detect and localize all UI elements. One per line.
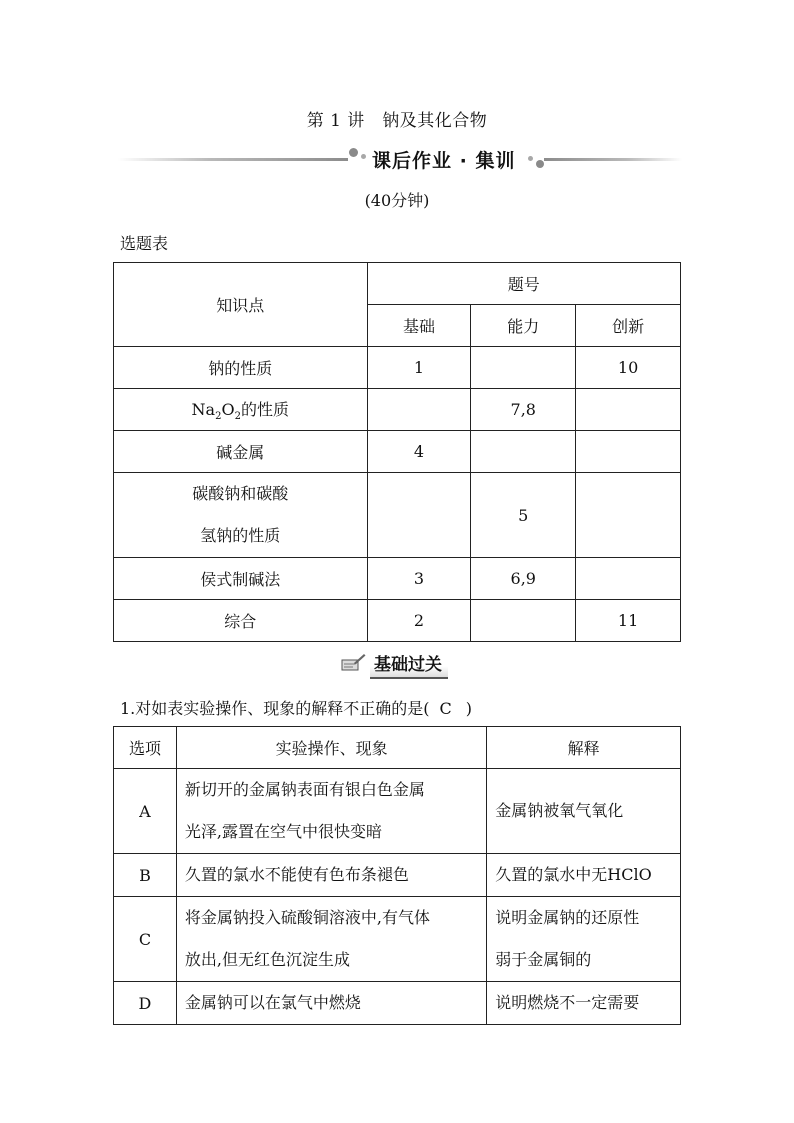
question-text: 1.对如表实验操作、现象的解释不正确的是( — [120, 699, 430, 718]
header-knowledge: 知识点 — [114, 263, 368, 347]
explanation-cell — [487, 897, 681, 982]
topic-line: 氢钠的性质 — [200, 526, 281, 545]
options-table — [113, 726, 681, 1025]
table-row — [114, 854, 681, 897]
topic-cell: 碱金属 — [114, 431, 368, 473]
header-option: 选项 — [114, 727, 177, 769]
table-caption: 选题表 — [120, 234, 169, 253]
explanation-line: 说明金属钠的还原性 — [495, 908, 640, 927]
banner-dot — [528, 156, 533, 161]
operation-cell: 久置的氯水不能使有色布条褪色 — [176, 854, 486, 897]
banner-dot — [349, 148, 358, 157]
ability-cell: 7,8 — [471, 389, 576, 431]
basic-cell: 1 — [367, 347, 471, 389]
table-row — [114, 389, 681, 431]
table-row — [114, 347, 681, 389]
operation-cell: 金属钠可以在氯气中燃烧 — [176, 982, 486, 1025]
pencil-paper-icon — [340, 652, 366, 672]
formula-subscript: 2 — [215, 411, 222, 423]
topic-cell: 综合 — [114, 600, 368, 642]
basic-cell: 3 — [367, 558, 471, 600]
innovation-cell — [576, 431, 681, 473]
banner-line-left — [118, 158, 348, 161]
banner-dot — [361, 154, 366, 159]
explanation-cell: 久置的氯水中无HClO — [487, 854, 681, 897]
table-row — [114, 897, 681, 982]
option-cell: D — [114, 982, 177, 1025]
header-operation: 实验操作、现象 — [176, 727, 486, 769]
topic-line: 碳酸钠和碳酸 — [192, 484, 289, 503]
header-level-ability: 能力 — [471, 305, 576, 347]
lesson-title: 第 1 讲 钠及其化合物 — [306, 111, 488, 131]
innovation-cell — [576, 389, 681, 431]
topic-cell — [114, 473, 368, 558]
operation-line: 光泽,露置在空气中很快变暗 — [184, 822, 382, 841]
table-row — [114, 982, 681, 1025]
topic-cell: 钠的性质 — [114, 347, 368, 389]
option-cell: A — [114, 769, 177, 854]
table-row — [114, 558, 681, 600]
banner-dot — [536, 160, 544, 168]
question-stem — [120, 696, 472, 719]
section-label: 基础过关 — [370, 650, 448, 679]
duration-label: (40分钟) — [364, 191, 430, 210]
innovation-cell: 11 — [576, 600, 681, 642]
formula-na: Na — [191, 399, 216, 419]
operation-line: 将金属钠投入硫酸铜溶液中,有气体 — [184, 908, 430, 927]
innovation-cell — [576, 473, 681, 558]
explanation-cell: 说明燃烧不一定需要 — [487, 982, 681, 1025]
option-cell: B — [114, 854, 177, 897]
topic-suffix: 的性质 — [240, 399, 289, 419]
basic-cell — [367, 473, 471, 558]
explanation-cell: 金属钠被氧气氧化 — [487, 769, 681, 854]
operation-line: 新切开的金属钠表面有银白色金属 — [184, 780, 425, 799]
formula-o: O — [221, 399, 235, 419]
ability-cell — [471, 431, 576, 473]
innovation-cell: 10 — [576, 347, 681, 389]
topic-cell: 侯式制碱法 — [114, 558, 368, 600]
header-level-innovation: 创新 — [576, 305, 681, 347]
table-row — [114, 600, 681, 642]
table-row — [114, 431, 681, 473]
ability-cell: 6,9 — [471, 558, 576, 600]
operation-cell — [176, 897, 486, 982]
header-level-basic: 基础 — [367, 305, 471, 347]
section-banner — [118, 144, 678, 174]
banner-line-right — [544, 158, 682, 161]
topic-cell — [114, 389, 368, 431]
innovation-cell — [576, 558, 681, 600]
operation-line: 放出,但无红色沉淀生成 — [184, 950, 350, 969]
question-answer: C — [439, 699, 452, 718]
basic-cell: 2 — [367, 600, 471, 642]
table-header-row — [114, 727, 681, 769]
table-header-row — [114, 263, 681, 305]
ability-cell: 5 — [471, 473, 576, 558]
header-question-no: 题号 — [367, 263, 680, 305]
operation-cell — [176, 769, 486, 854]
ability-cell — [471, 600, 576, 642]
question-close: ) — [465, 699, 473, 718]
header-explanation: 解释 — [487, 727, 681, 769]
table-row — [114, 769, 681, 854]
banner-title: 课后作业 · 集训 — [372, 150, 516, 172]
formula-subscript: 2 — [234, 411, 241, 423]
explanation-line: 弱于金属铜的 — [495, 950, 592, 969]
basic-cell — [367, 389, 471, 431]
table-row — [114, 473, 681, 558]
option-cell: C — [114, 897, 177, 982]
ability-cell — [471, 347, 576, 389]
topic-selection-table — [113, 262, 681, 642]
basic-cell: 4 — [367, 431, 471, 473]
